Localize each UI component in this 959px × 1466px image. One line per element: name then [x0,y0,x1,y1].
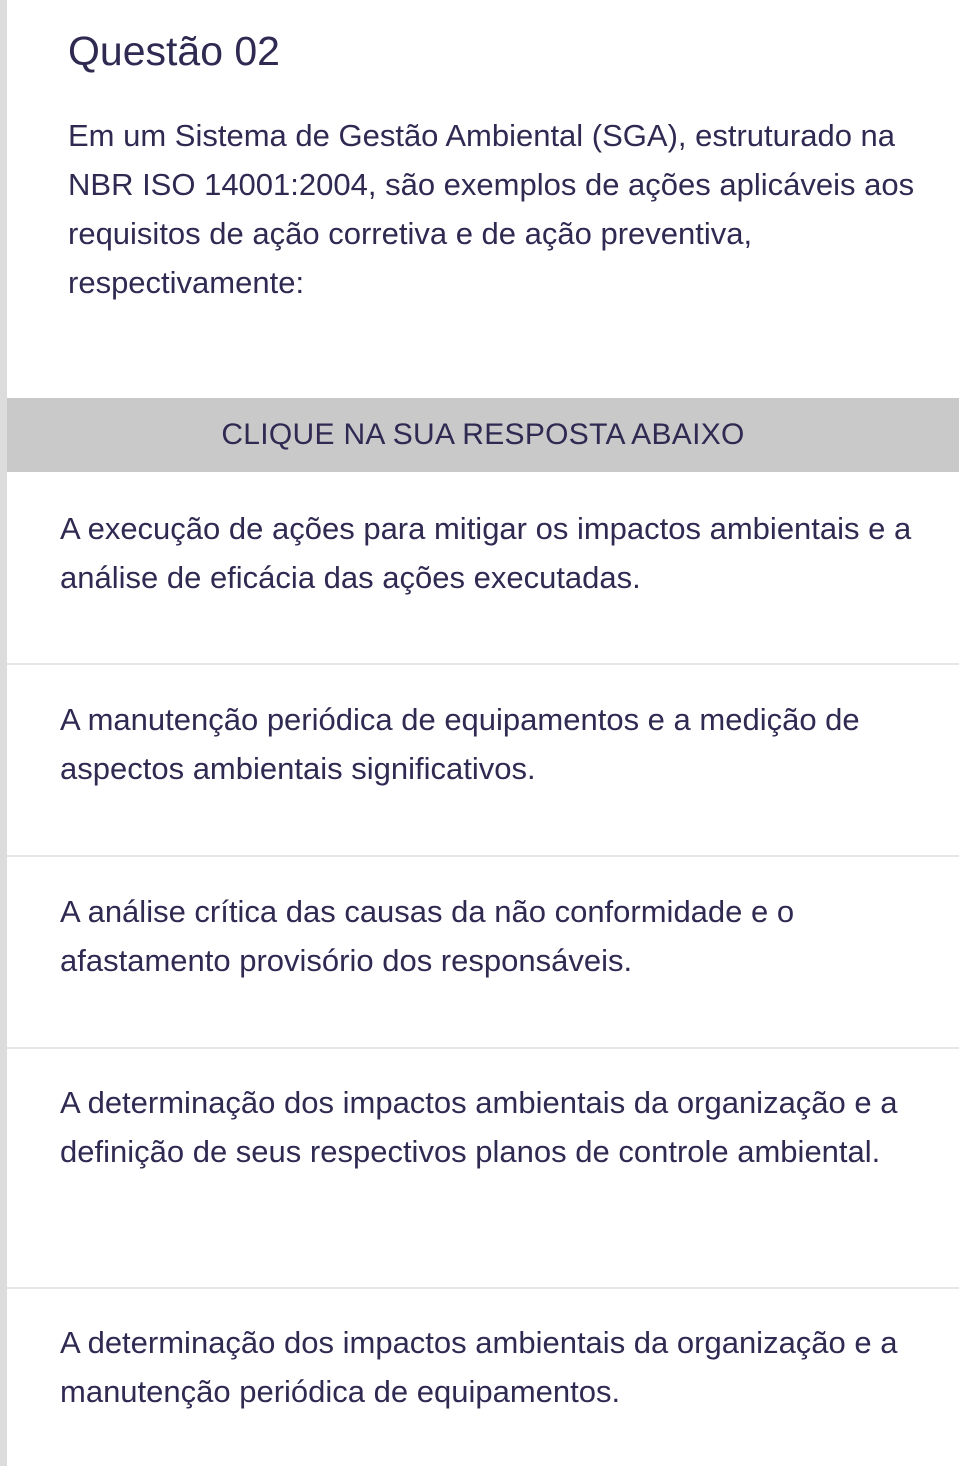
answer-option-text: A determinação dos impactos ambientais da organização e a definição de seus respectivos planos de controle ambiental. [60,1085,898,1169]
answer-option-4[interactable] [7,1049,959,1289]
answer-option-text: A manutenção periódica de equipamentos e a medição de aspectos ambientais significativos. [60,702,860,786]
answer-option-text: A determinação dos impactos ambientais da organização e a manutenção periódica de equipamentos. [60,1325,898,1409]
answer-instruction-banner [7,398,959,472]
answer-instruction-label: CLIQUE NA SUA RESPOSTA ABAIXO [221,418,745,451]
left-edge-border [0,0,7,1466]
answer-option-text: A execução de ações para mitigar os impactos ambientais e a análise de eficácia das ações executadas. [60,511,912,595]
answer-option-1[interactable] [7,474,959,665]
question-title: Questão 02 [68,28,280,74]
question-text: Em um Sistema de Gestão Ambiental (SGA), estruturado na NBR ISO 14001:2004, são exemplos de ações aplicáveis aos requisitos de ação corretiva e de ação preventiva, respectivamente: [68,118,915,300]
answer-option-text: A análise crítica das causas da não conformidade e o afastamento provisório dos responsáveis. [60,894,795,978]
answer-option-3[interactable] [7,857,959,1049]
answer-option-2[interactable] [7,665,959,857]
answer-option-5[interactable] [7,1289,959,1466]
